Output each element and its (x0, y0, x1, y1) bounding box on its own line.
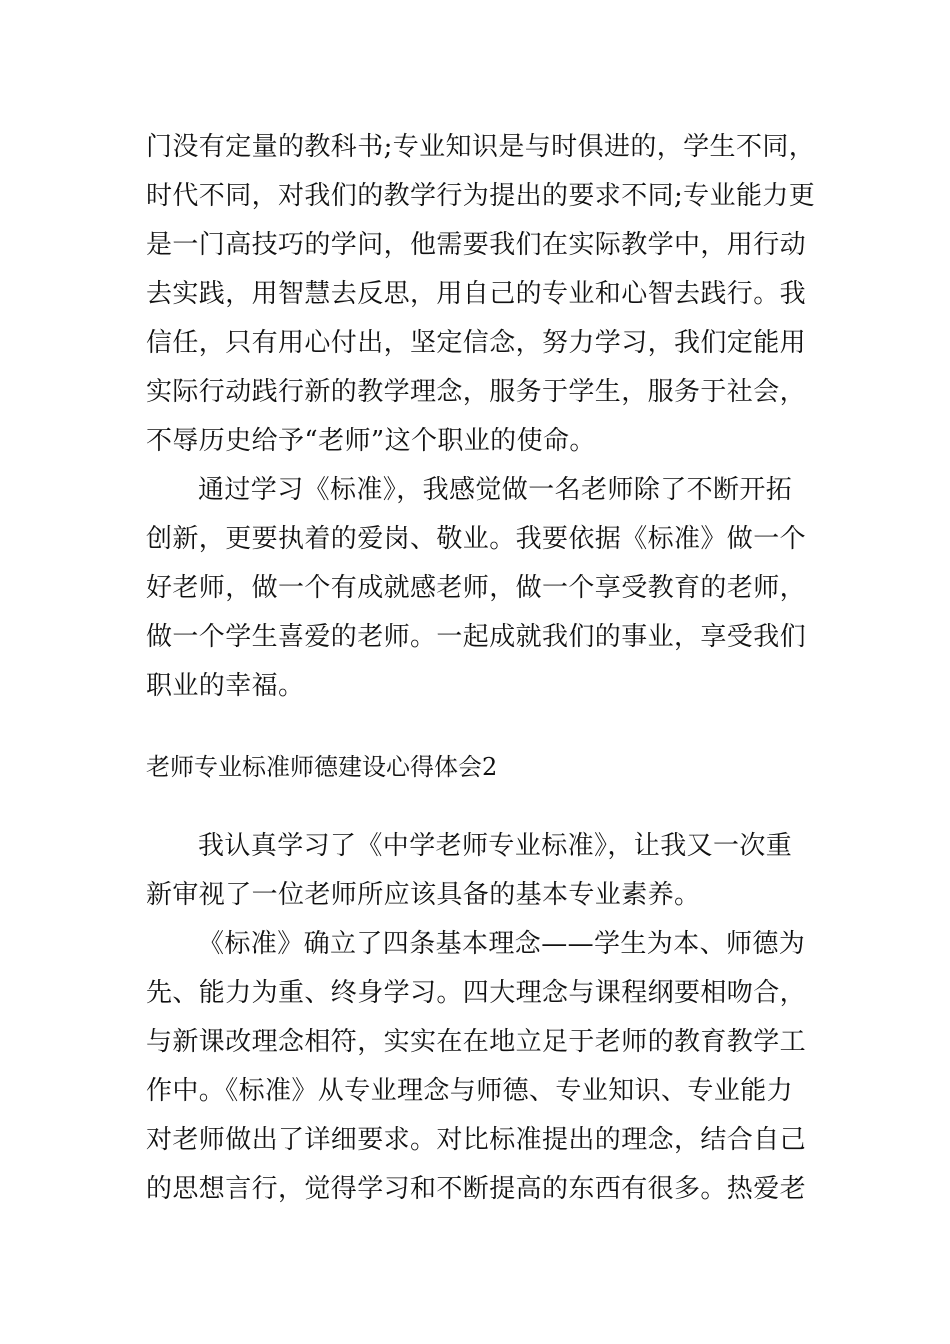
paragraph (146, 123, 816, 466)
text-line: 好老师，做一个有成就感老师，做一个享受教育的老师， (146, 573, 807, 603)
body-text-top (146, 123, 816, 711)
text-line: 新审视了一位老师所应该具备的基本专业素养。 (146, 880, 701, 910)
text-line: 我认真学习了《中学老师专业标准》，让我又一次重 (198, 831, 793, 861)
text-line: 是一门高技巧的学问，他需要我们在实际教学中，用行动 (146, 230, 807, 260)
body-text-bottom (146, 822, 811, 1214)
section-heading: 老师专业标准师德建设心得体会2 (146, 753, 498, 781)
paragraph (146, 466, 811, 711)
text-line: 去实践，用智慧去反思，用自己的专业和心智去践行。我 (146, 279, 807, 309)
text-line: 信任，只有用心付出，坚定信念，努力学习，我们定能用 (146, 328, 807, 358)
text-line: 与新课改理念相符，实实在在地立足于老师的教育教学工 (146, 1027, 807, 1057)
text-line: 创新，更要执着的爱岗、敬业。我要依据《标准》做一个 (146, 524, 807, 554)
text-line: 做一个学生喜爱的老师。一起成就我们的事业，享受我们 (146, 622, 807, 652)
text-line: 时代不同，对我们的教学行为提出的要求不同;专业能力更 (146, 181, 816, 211)
text-line: 的思想言行，觉得学习和不断提高的东西有很多。热爱老 (146, 1174, 807, 1204)
text-line: 职业的幸福。 (146, 671, 305, 701)
text-line: 作中。《标准》从专业理念与师德、专业知识、专业能力 (146, 1076, 794, 1106)
text-line: 对老师做出了详细要求。对比标准提出的理念，结合自己 (146, 1125, 807, 1155)
text-line: 《标准》确立了四条基本理念——学生为本、师德为 (198, 929, 806, 959)
text-line: 不辱历史给予“老师”这个职业的使命。 (146, 426, 596, 456)
text-line: 先、能力为重、终身学习。四大理念与课程纲要相吻合， (146, 978, 807, 1008)
paragraph (146, 920, 811, 1214)
paragraph (146, 822, 811, 920)
text-line: 实际行动践行新的教学理念，服务于学生，服务于社会， (146, 377, 807, 407)
text-line: 通过学习《标准》，我感觉做一名老师除了不断开拓 (198, 475, 793, 505)
text-line: 门没有定量的教科书;专业知识是与时俱进的，学生不同， (146, 132, 816, 162)
